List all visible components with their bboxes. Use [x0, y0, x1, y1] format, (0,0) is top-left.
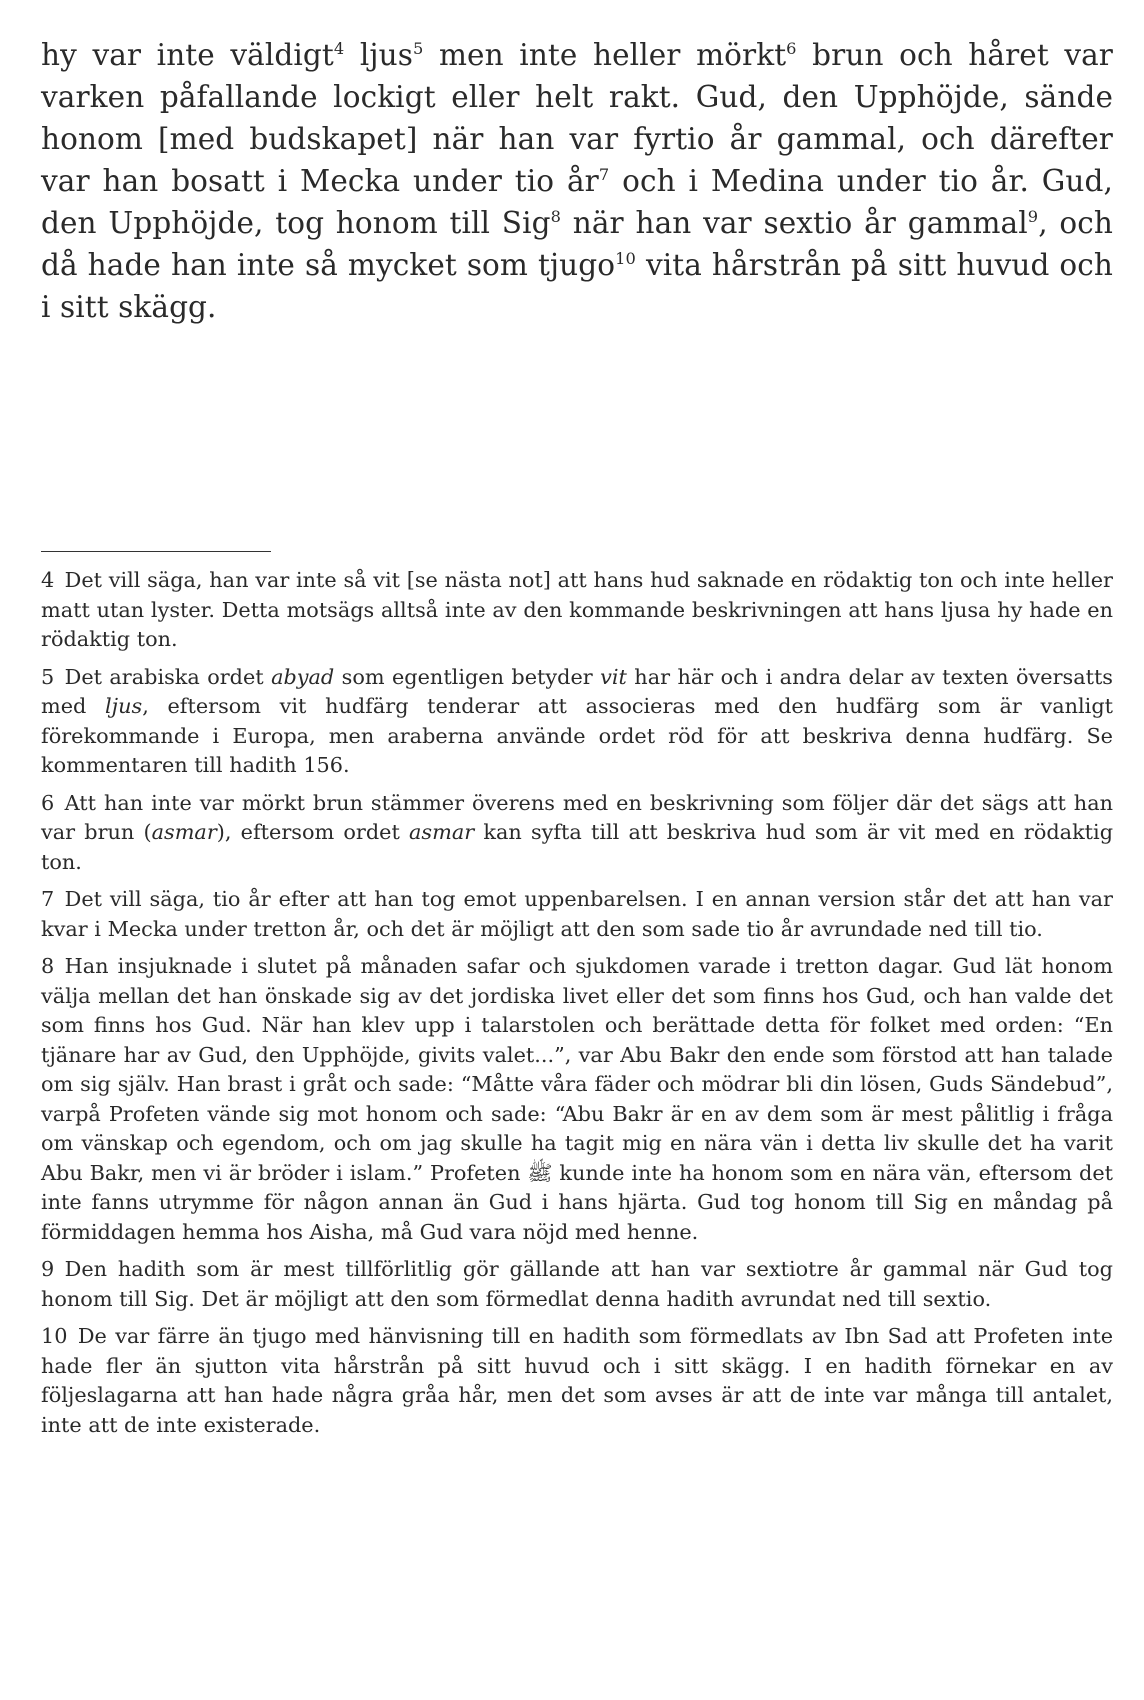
- footnote-text: Han insjuknade i slutet på månaden safar och sjukdomen varade i tretton dagar. Gud lät honom välja mellan det han önskade sig av det jordiska livet eller det som finns hos Gud, och han valde det som finns hos Gud. När han klev upp i talarstolen och berättade detta för folket med orden: “En tjänare har av Gud, den Upphöjde, givits valet...”, var Abu Bakr den ende som förstod att han talade om sig själv. Han brast i gråt och sade: “Måtte våra fäder och mödrar bli din lösen, Guds Sändebud”, varpå Profeten vände sig mot honom och sade: “Abu Bakr är en av dem som är mest pålitlig i fråga om vänskap och egendom, och om jag skulle ha tagit mig en nära vän i detta liv skulle det ha varit Abu Bakr, men vi är bröder i islam.” Profeten ﷺ kunde inte ha honom som en nära vän, eftersom det inte fanns utrymme för någon annan än Gud i hans hjärta. Gud tog honom till Sig en måndag på förmiddagen hemma hos Aisha, må Gud vara nöjd med henne.: [41, 954, 1114, 1244]
- footnote-text: har här och i andra delar av texten översatts med: [41, 664, 1113, 718]
- footnote-ref: 5: [412, 39, 424, 59]
- footnote-ref: 4: [333, 39, 345, 59]
- footnote-number: 8: [41, 954, 55, 978]
- footnote-5: [41, 663, 1113, 781]
- footnote-text: De var färre än tjugo med hänvisning till en hadith som förmedlats av Ibn Sad att Profeten inte hade fler än sjutton vita hårstrån på sitt huvud och i sitt skägg. I en hadith förnekar en av följeslagarna att han hade några gråa hår, men det som avses är att de inte var många till antalet, inte att de inte existerade.: [41, 1324, 1113, 1437]
- footnote-text: Den hadith som är mest tillförlitlig gör gällande att han var sextiotre år gammal när Gud tog honom till Sig. Det är möjligt att den som förmedlat denna hadith avrundat ned till sextio.: [41, 1257, 1113, 1311]
- footnote-number: 4: [41, 568, 55, 592]
- footnote-ref: 9: [1027, 207, 1039, 227]
- footnote-number: 10: [41, 1324, 68, 1348]
- footnotes-section: [41, 566, 1113, 1448]
- italic-term: vit: [600, 664, 627, 689]
- footnote-ref: 6: [786, 39, 797, 59]
- italic-term: abyad: [271, 664, 335, 689]
- footnote-ref: 7: [598, 165, 610, 185]
- footnote-divider: [41, 551, 271, 552]
- footnote-text: kan syfta till att beskriva hud som är vit med en rödaktig ton.: [41, 820, 1114, 874]
- footnote-text: Det vill säga, han var inte så vit [se nästa not] att hans hud saknade en rödaktig ton och inte heller matt utan lyster. Detta motsägs alltså inte av den kommande beskrivningen att hans ljusa hy hade en rödaktig ton.: [41, 568, 1113, 651]
- footnote-10: [41, 1322, 1113, 1440]
- footnote-8: [41, 952, 1113, 1247]
- text-segment: och i Medina under tio år. Gud, den Upphöjde, tog honom till Sig: [41, 164, 1113, 240]
- footnote-text: Det vill säga, tio år efter att han tog emot uppenbarelsen. I en annan version står det att han var kvar i Mecka under tretton år, och det är möjligt att den som sade tio år avrundade ned till tio.: [41, 887, 1113, 941]
- footnote-text: , eftersom vit hudfärg tenderar att associeras med den hudfärg som är vanligt förekommande i Europa, men araberna använde ordet röd för att beskriva denna hudfärg. Se kommentaren till hadith 156.: [41, 694, 1114, 777]
- footnote-6: [41, 789, 1113, 878]
- footnote-number: 7: [41, 887, 55, 911]
- footnote-number: 6: [41, 790, 55, 815]
- footnote-text: Att han inte var mörkt brun stämmer överens med en beskrivning som följer där det sägs att han var brun (: [41, 790, 1113, 844]
- text-segment: brun och håret var varken påfallande lockigt eller helt rakt. Gud, den Upphöjde, sände honom [med budskapet] när han var fyrtio år gammal, och därefter var han bosatt i Mecka under tio år: [41, 38, 1114, 198]
- footnote-number: 5: [41, 664, 55, 689]
- italic-term: asmar: [151, 820, 217, 844]
- footnote-number: 9: [41, 1257, 55, 1281]
- italic-term: ljus: [105, 694, 143, 718]
- text-segment: när han var sextio år gammal: [561, 206, 1028, 240]
- footnote-ref: 10: [615, 249, 636, 269]
- text-segment: ljus: [344, 38, 413, 72]
- footnote-9: [41, 1255, 1113, 1314]
- italic-term: asmar: [409, 820, 475, 844]
- footnote-text: Det arabiska ordet: [64, 664, 272, 689]
- footnote-text: ), eftersom ordet: [216, 820, 410, 844]
- text-segment: vita hårstrån på sitt huvud och i sitt skägg.: [41, 248, 1113, 324]
- footnote-7: [41, 885, 1113, 944]
- text-segment: men inte heller mörkt: [423, 38, 787, 72]
- page-body: [41, 34, 1113, 328]
- footnote-ref: 8: [550, 207, 562, 227]
- main-paragraph: [41, 34, 1113, 328]
- text-segment: hy var inte väldigt: [41, 38, 334, 72]
- footnote-4: [41, 566, 1113, 655]
- footnote-text: som egentligen betyder: [334, 664, 601, 689]
- text-segment: , och då hade han inte så mycket som tjugo: [41, 206, 1113, 282]
